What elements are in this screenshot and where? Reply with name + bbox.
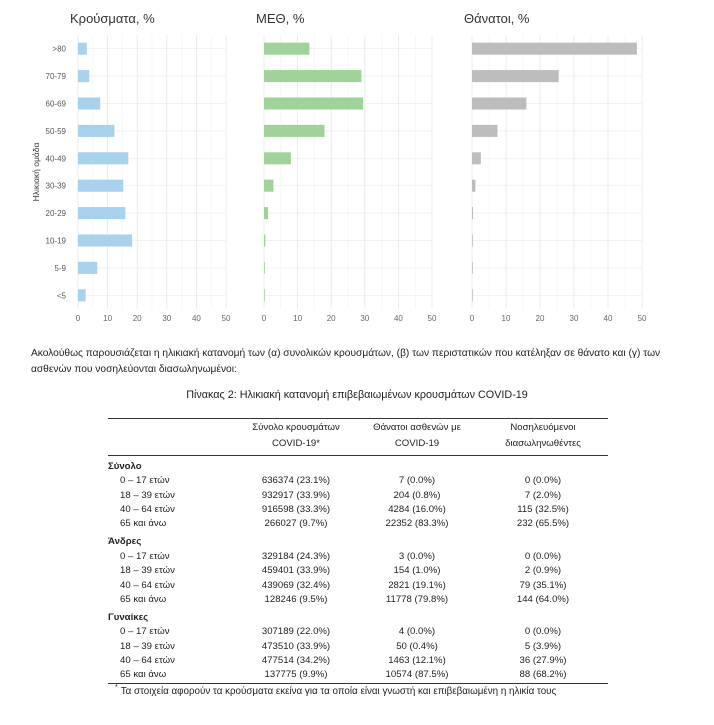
header-total-cases: Σύνολο κρουσμάτων COVID-19* bbox=[236, 419, 356, 456]
category-label: 60-69 bbox=[45, 99, 66, 109]
bar bbox=[472, 70, 559, 82]
table-cell: 329184 (24.3%) bbox=[261, 550, 331, 562]
table-cell: 22352 (83.3%) bbox=[385, 518, 449, 530]
panel-title: Κρούσματα, % bbox=[70, 11, 155, 26]
table-cell: 5 (3.9%) bbox=[524, 640, 562, 652]
category-label: 10-19 bbox=[45, 236, 66, 246]
table-cell: 4284 (16.0%) bbox=[388, 503, 446, 515]
table-cell: 128246 (9.5%) bbox=[264, 593, 328, 605]
group-label: Γυναίκες bbox=[108, 611, 149, 623]
table-row bbox=[108, 474, 608, 488]
table-cell: 144 (64.0%) bbox=[516, 593, 570, 605]
x-tick-label: 40 bbox=[393, 314, 403, 323]
bar bbox=[472, 43, 637, 55]
bar bbox=[264, 234, 265, 246]
bar bbox=[264, 43, 309, 55]
bar bbox=[264, 207, 268, 219]
x-tick-label: 50 bbox=[221, 314, 231, 323]
table-row bbox=[108, 488, 608, 502]
x-tick-label: 20 bbox=[535, 314, 545, 323]
x-tick-label: 30 bbox=[360, 314, 370, 323]
row-label: 18 – 39 ετών bbox=[120, 565, 175, 577]
table-caption: Πίνακας 2: Ηλικιακή κατανομή επιβεβαιωμένων κρουσμάτων COVID-19 bbox=[186, 389, 528, 401]
panel-title: ΜΕΘ, % bbox=[256, 11, 305, 26]
bar bbox=[78, 70, 89, 82]
table-cell: 2821 (19.1%) bbox=[388, 579, 446, 591]
bar bbox=[78, 234, 132, 246]
row-label: 65 και άνω bbox=[108, 668, 236, 683]
category-label: >80 bbox=[52, 44, 66, 54]
intro-paragraph: Ακολούθως παρουσιάζεται η ηλικιακή κατανομή των (α) συνολικών κρουσμάτων, (β) των περιστατικών που κατέληξαν σε θάνατο και (γ) των ασθενών που νοσηλεύονται διασωληνωμένοι: bbox=[31, 348, 661, 375]
table-cell: 3 (0.0%) bbox=[398, 550, 436, 562]
row-label: 40 – 64 ετών bbox=[120, 655, 175, 667]
table-cell: 1463 (12.1%) bbox=[388, 655, 446, 667]
category-label: 50-59 bbox=[45, 126, 66, 136]
footnote-text: Τα στοιχεία αφορούν τα κρούσματα εκείνα για τα οποία είναι γνωστή και επιβεβαιωμένη η ηλικία τους bbox=[120, 686, 557, 697]
table-cell: 7 (0.0%) bbox=[398, 475, 436, 487]
bar bbox=[472, 152, 481, 164]
table-cell: 477514 (34.2%) bbox=[261, 655, 331, 667]
age-distribution-charts bbox=[0, 0, 714, 335]
group-label: Σύνολο bbox=[108, 460, 142, 472]
bar bbox=[472, 125, 498, 137]
table-group-row bbox=[108, 456, 608, 475]
table-cell: 11778 (79.8%) bbox=[385, 593, 449, 605]
table-group-row bbox=[108, 607, 608, 625]
header-intubated: Νοσηλευόμενοι διασωληνωθέντες bbox=[478, 419, 608, 456]
bar bbox=[264, 97, 363, 109]
table-cell: 79 (35.1%) bbox=[519, 579, 567, 591]
table-cell: 473510 (33.9%) bbox=[261, 640, 331, 652]
bar bbox=[78, 97, 100, 109]
table-row bbox=[108, 578, 608, 592]
bar bbox=[78, 125, 114, 137]
bar bbox=[78, 152, 128, 164]
x-tick-label: 0 bbox=[75, 314, 81, 323]
table-cell: 0 (0.0%) bbox=[524, 626, 562, 638]
table-row bbox=[108, 640, 608, 654]
x-tick-label: 50 bbox=[637, 314, 647, 323]
age-distribution-table bbox=[108, 418, 608, 684]
table-row bbox=[108, 654, 608, 668]
table-cell: 36 (27.9%) bbox=[519, 655, 567, 667]
row-label: 40 – 64 ετών bbox=[120, 503, 175, 515]
row-label: 65 και άνω bbox=[120, 593, 167, 605]
category-label: <5 bbox=[56, 291, 66, 301]
category-label: 20-29 bbox=[45, 209, 66, 219]
table-cell: 0 (0.0%) bbox=[524, 550, 562, 562]
table-cell: 7 (2.0%) bbox=[524, 489, 562, 501]
header-deaths: Θάνατοι ασθενών με COVID-19 bbox=[356, 419, 478, 456]
table-cell: 636374 (23.1%) bbox=[261, 475, 331, 487]
bar bbox=[472, 180, 475, 192]
table-row bbox=[108, 517, 608, 531]
table-group-row bbox=[108, 532, 608, 550]
table-row bbox=[108, 625, 608, 639]
category-label: 30-39 bbox=[45, 181, 66, 191]
header-empty-cell bbox=[108, 419, 236, 456]
bar bbox=[78, 207, 125, 219]
category-label: 70-79 bbox=[45, 72, 66, 82]
footnote-mark: * bbox=[115, 684, 118, 691]
table-row bbox=[108, 564, 608, 578]
bar bbox=[264, 152, 291, 164]
x-tick-label: 20 bbox=[326, 314, 336, 323]
bar bbox=[472, 97, 526, 109]
table-cell: 137775 (9.9%) bbox=[236, 668, 356, 683]
table-cell: 50 (0.4%) bbox=[396, 640, 438, 652]
table-cell: 88 (68.2%) bbox=[478, 668, 608, 683]
category-label: 5-9 bbox=[54, 263, 66, 273]
bar bbox=[78, 180, 123, 192]
x-tick-label: 10 bbox=[293, 314, 303, 323]
bar bbox=[264, 125, 324, 137]
table-cell: 307189 (22.0%) bbox=[261, 626, 331, 638]
bar bbox=[78, 262, 97, 274]
row-label: 0 – 17 ετών bbox=[120, 475, 170, 487]
row-label: 40 – 64 ετών bbox=[120, 579, 175, 591]
x-tick-label: 30 bbox=[569, 314, 579, 323]
table-cell: 115 (32.5%) bbox=[517, 503, 569, 515]
table-row bbox=[108, 550, 608, 564]
row-label: 0 – 17 ετών bbox=[120, 626, 170, 638]
table-cell: 2 (0.9%) bbox=[524, 565, 562, 577]
table-row bbox=[108, 668, 608, 683]
row-label: 18 – 39 ετών bbox=[120, 640, 175, 652]
x-tick-label: 50 bbox=[427, 314, 437, 323]
table-row bbox=[108, 593, 608, 607]
bar bbox=[78, 289, 86, 301]
table-cell: 232 (65.5%) bbox=[516, 518, 570, 530]
table-cell: 10574 (87.5%) bbox=[356, 668, 478, 683]
table-cell: 4 (0.0%) bbox=[398, 626, 436, 638]
x-tick-label: 10 bbox=[501, 314, 511, 323]
panel-title: Θάνατοι, % bbox=[464, 11, 530, 26]
table-cell: 0 (0.0%) bbox=[524, 475, 562, 487]
table-cell: 439069 (32.4%) bbox=[261, 579, 331, 591]
bar bbox=[472, 207, 473, 219]
x-tick-label: 0 bbox=[261, 314, 267, 323]
bar bbox=[264, 262, 265, 274]
row-label: 0 – 17 ετών bbox=[120, 550, 170, 562]
bar bbox=[264, 70, 361, 82]
category-label: 40-49 bbox=[45, 154, 66, 164]
x-tick-label: 40 bbox=[603, 314, 613, 323]
bar bbox=[472, 289, 473, 301]
bar bbox=[78, 43, 87, 55]
x-tick-label: 30 bbox=[162, 314, 172, 323]
x-tick-label: 40 bbox=[191, 314, 201, 323]
y-axis-label: Ηλικιακή ομάδα bbox=[31, 142, 41, 202]
table-footnote bbox=[115, 684, 556, 697]
table-cell: 459401 (33.9%) bbox=[261, 565, 331, 577]
table-cell: 154 (1.0%) bbox=[393, 565, 441, 577]
table-cell: 266027 (9.7%) bbox=[264, 518, 328, 530]
bar bbox=[264, 289, 265, 301]
bar bbox=[472, 234, 473, 246]
x-tick-label: 0 bbox=[469, 314, 475, 323]
bar bbox=[264, 180, 273, 192]
table-cell: 204 (0.8%) bbox=[393, 489, 441, 501]
x-tick-label: 10 bbox=[103, 314, 113, 323]
table-header-row bbox=[108, 419, 608, 456]
bar bbox=[472, 262, 473, 274]
row-label: 18 – 39 ετών bbox=[120, 489, 175, 501]
group-label: Άνδρες bbox=[108, 536, 142, 548]
x-tick-label: 20 bbox=[132, 314, 142, 323]
table-row bbox=[108, 503, 608, 517]
row-label: 65 και άνω bbox=[120, 518, 167, 530]
table-cell: 916598 (33.3%) bbox=[261, 503, 331, 515]
table-cell: 932917 (33.9%) bbox=[261, 489, 331, 501]
